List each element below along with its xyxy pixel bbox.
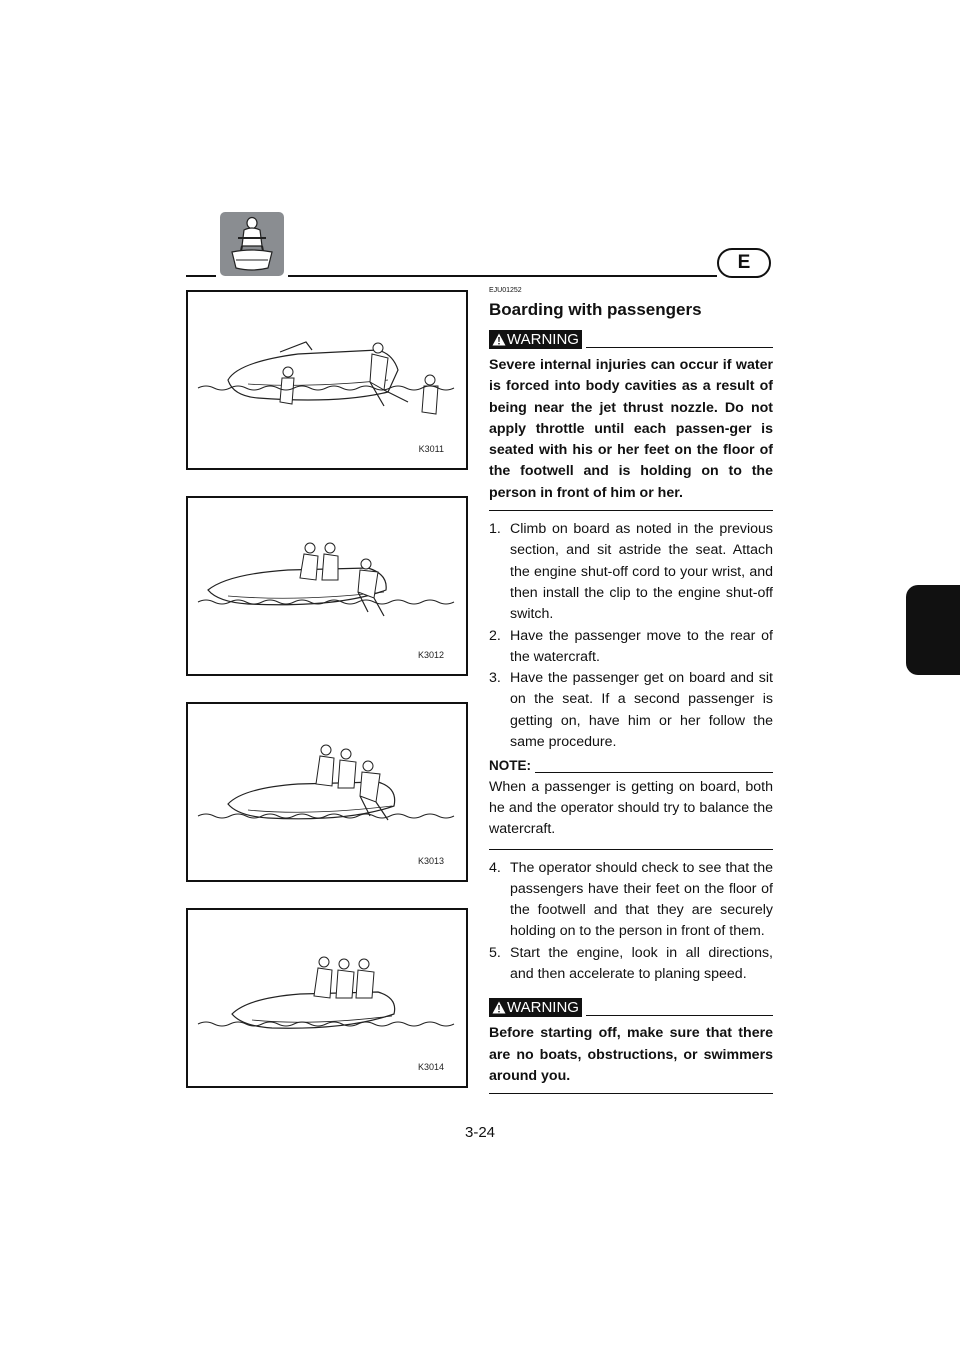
boarding-passengers-illustration-1	[188, 292, 466, 468]
steps-list	[489, 858, 773, 986]
list-item: 2. Have the passenger move to the rear of the watercraft.	[489, 627, 773, 665]
header-rule-right	[288, 275, 717, 277]
boarding-passengers-illustration-3	[188, 704, 466, 880]
warning-text: Before starting off, make sure that there are no boats, obstructions, or swimmers around you.	[489, 1023, 773, 1094]
warning-label: WARNING	[507, 999, 579, 1017]
list-item: 3. Have the passenger get on board and sit on the seat. If a second passenger is getting on, have him or her follow the same procedure.	[489, 670, 773, 751]
boarding-passengers-illustration-2	[188, 498, 466, 674]
figure-k3014	[186, 908, 468, 1088]
language-badge: E	[717, 248, 771, 278]
note-text: When a passenger is getting on board, both he and the operator should try to balance the watercraft.	[489, 777, 773, 850]
document-code: EJU01252	[489, 287, 522, 294]
warning-header	[489, 325, 773, 349]
list-item: 1. Climb on board as noted in the previous section, and sit astride the seat. Attach the engine shut-off cord to your wrist, and then install the clip to the engine shut-off switch.	[489, 521, 773, 623]
page-number: 3-24	[464, 1124, 496, 1141]
header-rule-left	[186, 275, 216, 277]
warning-header	[489, 993, 773, 1017]
chapter-tab	[906, 585, 960, 675]
note-label: NOTE:	[489, 758, 531, 774]
note-header	[489, 755, 773, 776]
figure-code: K3014	[417, 1062, 444, 1072]
list-item: 4. The operator should check to see that the passengers have their feet on the floor of the footwell and that they are securely holding on to the person in front of them.	[489, 859, 773, 940]
figure-code: K3011	[418, 444, 444, 454]
section-title: Boarding with passengers	[489, 300, 702, 319]
warning-triangle-icon	[492, 333, 506, 346]
figure-k3011	[186, 290, 468, 470]
list-item: 5. Start the engine, look in all directions, and then accelerate to planing speed.	[489, 944, 773, 983]
figure-code: K3012	[417, 650, 444, 660]
warning-label: WARNING	[507, 331, 579, 348]
warning-text: Severe internal injuries can occur if water is forced into body cavities as a result of being near the jet thrust nozzle. Do not apply throttle until each passen-ger is seated with his or her feet on the floor of the footwell and is holding on to the person in front of him or her.	[489, 355, 773, 511]
figure-k3013	[186, 702, 468, 882]
content-column	[489, 286, 773, 1094]
figure-k3012	[186, 496, 468, 676]
boarding-passengers-illustration-4	[188, 910, 466, 1086]
warning-triangle-icon	[492, 1001, 506, 1014]
steps-list	[489, 519, 773, 753]
jetski-rider-icon	[220, 212, 284, 276]
figure-code: K3013	[417, 856, 444, 866]
